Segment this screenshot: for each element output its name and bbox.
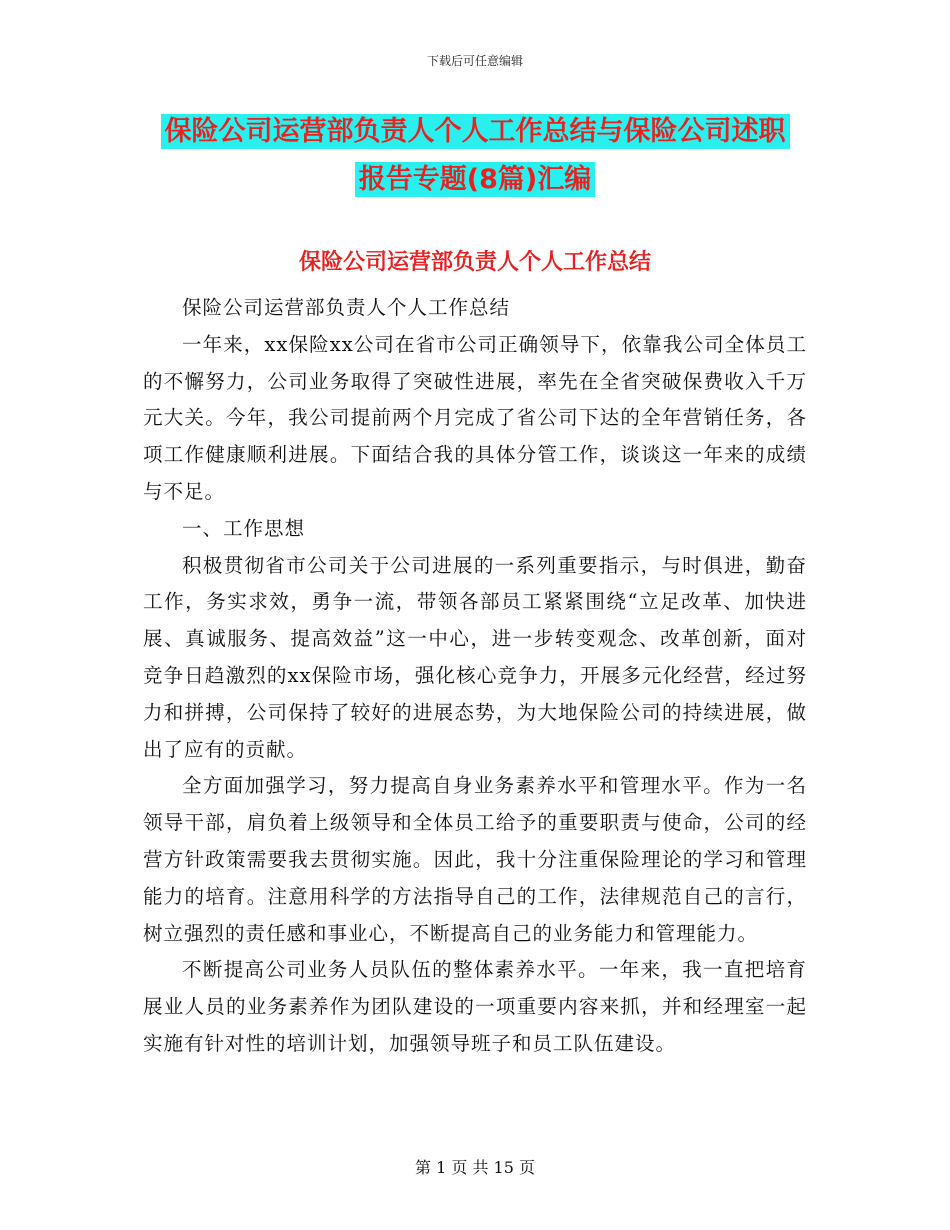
paragraph: 一年来，xx保险xx公司在省市公司正确领导下，依靠我公司全体员工的不懈努力，公司业务取得了突破性进展，率先在全省突破保费收入千万元大关。今年，我公司提前两个月完成了省公司下达的全年营销任务，各项工作健康顺利进展。下面结合我的具体分管工作，谈谈这一年来的成绩与不足。 bbox=[143, 332, 807, 503]
document-title-line2: 报告专题(8篇)汇编 bbox=[355, 162, 595, 197]
paragraph: 全方面加强学习，努力提高自身业务素养水平和管理水平。作为一名领导干部，肩负着上级领导和全体员工给予的重要职责与使命，公司的经营方针政策需要我去贯彻实施。因此，我十分注重保险理论的学习和管理能力的培育。注意用科学的方法指导自己的工作，法律规范自己的言行，树立强烈的责任感和事业心，不断提高自己的业务能力和管理能力。 bbox=[143, 774, 807, 945]
document-body bbox=[143, 290, 807, 1063]
document-title bbox=[140, 108, 810, 204]
paragraph: 一、工作思想 bbox=[182, 516, 306, 540]
paragraph: 不断提高公司业务人员队伍的整体素养水平。一年来，我一直把培育展业人员的业务素养作为团队建设的一项重要内容来抓，并和经理室一起实施有针对性的培训计划，加强领导班子和员工队伍建设。 bbox=[143, 958, 807, 1055]
paragraph: 积极贯彻省市公司关于公司进展的一系列重要指示，与时俱进，勤奋工作，务实求效，勇争一流，带领各部员工紧紧围绕“立足改革、加快进展、真诚服务、提高效益”这一中心，进一步转变观念、改革创新，面对竞争日趋激烈的xx保险市场，强化核心竞争力，开展多元化经营，经过努力和拼搏，公司保持了较好的进展态势，为大地保险公司的持续进展，做出了应有的贡献。 bbox=[143, 553, 807, 761]
page-footer: 第 1 页 共 15 页 bbox=[415, 1158, 535, 1177]
section-title: 保险公司运营部负责人个人工作总结 bbox=[298, 250, 651, 275]
header-note: 下载后可任意编辑 bbox=[426, 54, 523, 68]
paragraph: 保险公司运营部负责人个人工作总结 bbox=[182, 296, 511, 319]
document-title-line1: 保险公司运营部负责人个人工作总结与保险公司述职 bbox=[161, 114, 790, 149]
